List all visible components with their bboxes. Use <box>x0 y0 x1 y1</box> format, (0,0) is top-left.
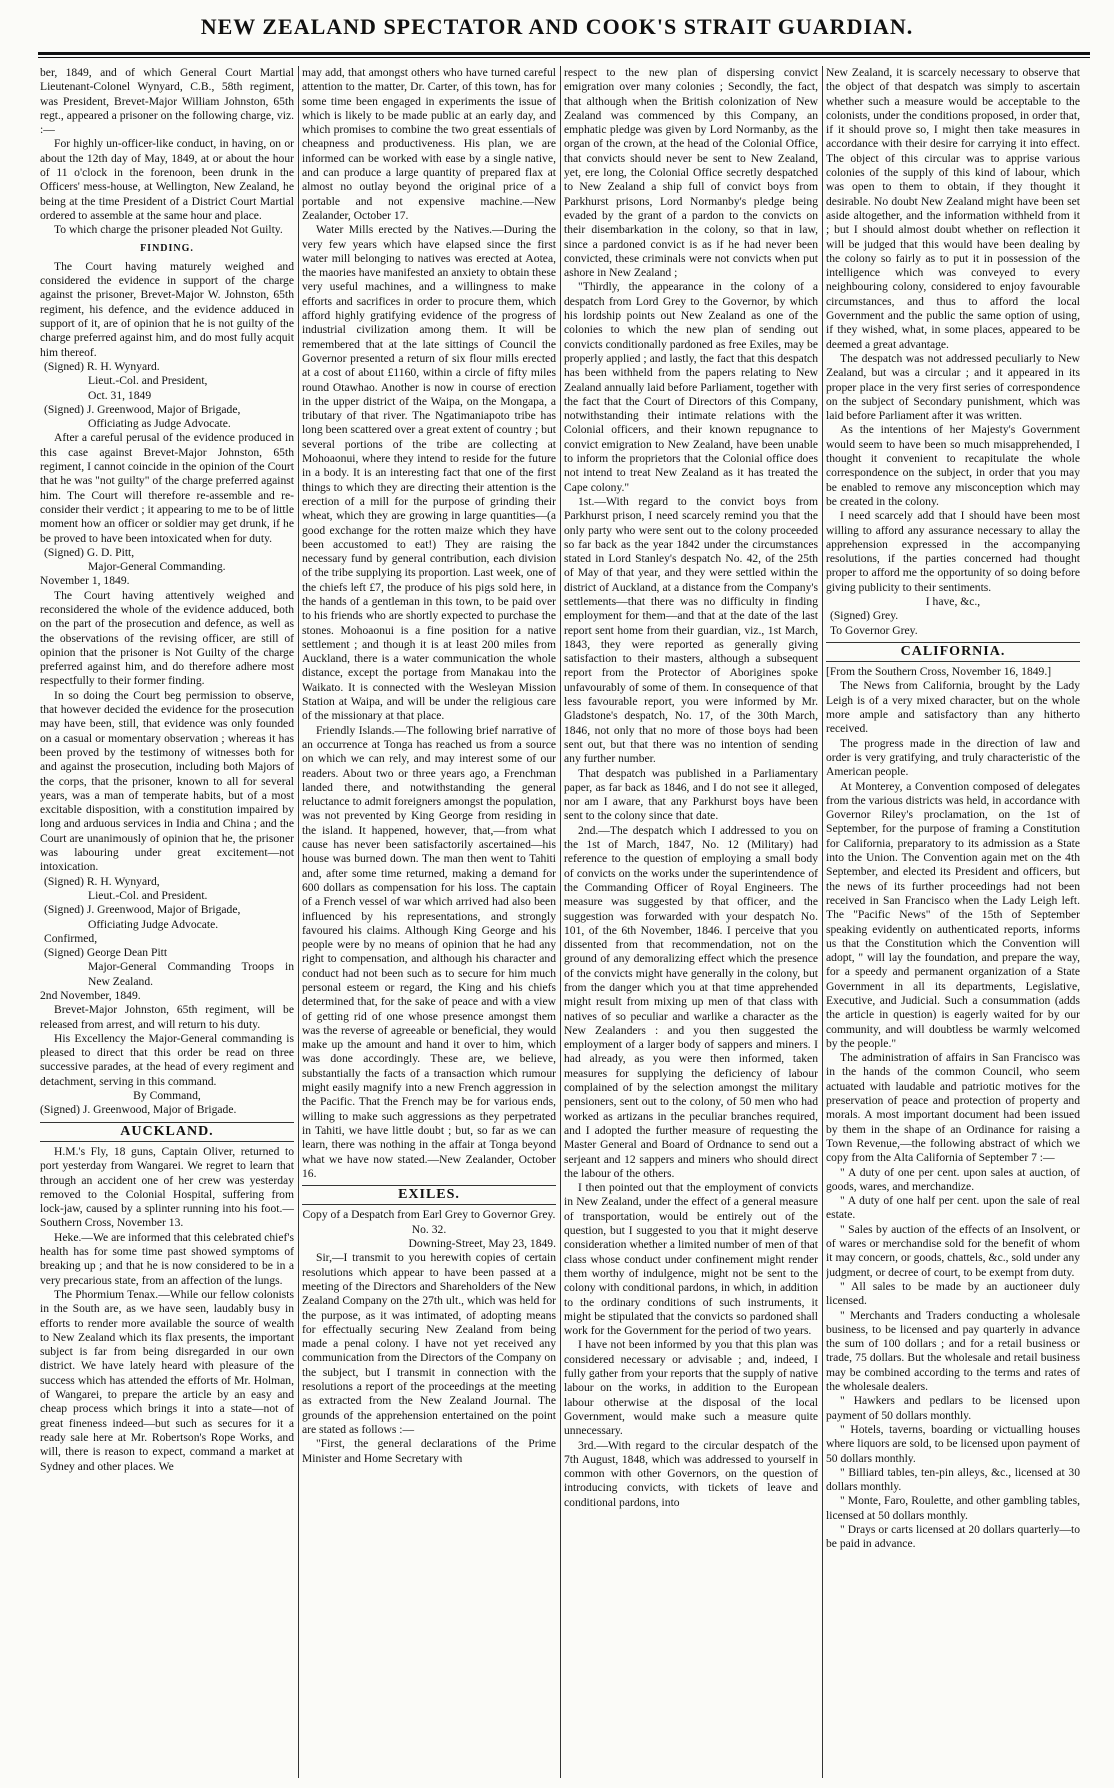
list-item: " A duty of one per cent. upon sales at auction, of goods, wares, and merchandize. <box>826 1165 1080 1193</box>
paragraph: respect to the new plan of dispersing convict emigration over many colonies ; Secondly, the fact, that although when the British colonization of New Zealand was commenced by this Company, an emphatic pledge was given by Lord Normanby, as the organ of the crown, at the head of the Colonial Office, that convicts should never be sent to New Zealand, yet, ere long, the Colonial Office secretly despatched to New Zealand a ship full of convict boys from Parkhurst prisons, Lord Normanby's pledge being evaded by the grant of a pardon to the convicts on their disembarkation in the colony, so that in law, since a pardoned convict is as if he had never been convicted, these criminals were not convicts when put ashore in New Zealand ; <box>564 66 818 280</box>
signature-line: Major-General Commanding Troops in New Zealand. <box>88 960 294 988</box>
despatch-dateline: Downing-Street, May 23, 1849. <box>408 1237 556 1251</box>
paragraph: At Monterey, a Convention composed of delegates from the various districts was held, in accordance with Governor Riley's proclamation, on the 1st of September, for the purpose of framing a Constitution for California, preparatory to its admission as a State into the Union. The Convention again met on the 4th September, and elected its President and officers, but the news of its further proceedings had not been received in San Francisco when the Lady Leigh left. The "Pacific News" of the 15th of September speaking evidently on authenticated reports, informs us that the Constitution which the Convention will adopt, " will lay the foundation, and prepare the way, for a speedy and permanent organization of a State Government in all its departments, Legislative, Executive, and Judicial. Such a consummation (adds the article in question) is eagerly waited for by our community, and will doubtless be warmly welcomed by the people." <box>826 779 1080 1050</box>
paragraph: I have not been informed by you that this plan was considered necessary or advisable ; and, indeed, I fully gather from your reports that the supply of native labour on the works, in addition to the European labour otherwise at the disposal of the local Government, would make such a measure quite unnecessary. <box>564 1338 818 1438</box>
paragraph: 3rd.—With regard to the circular despatch of the 7th August, 1848, which was addressed to yourself in common with other Governors, on the question of introducing convicts, with tickets of leave and conditional pardons, into <box>564 1438 818 1509</box>
signature-line: Major-General Commanding. <box>88 560 226 574</box>
paragraph: His Excellency the Major-General commanding is pleased to direct that this order be read on three successive parades, at the head of every regiment and detachment, serving in this command. <box>40 1031 294 1088</box>
despatch-number: No. 32. <box>411 1222 447 1236</box>
column-1 <box>40 66 294 1778</box>
paragraph: Friendly Islands.—The following brief narrative of an occurrence at Tonga has reached us from a source on which we can rely, and may interest some of our readers. About two or three years ago, a Frenchman landed there, and notwithstanding the general reluctance to admit foreigners amongst the population, was not prevented by King George from residing in the island. It happened, however, that,—from what cause has never been satisfactorily ascertained—his house was burned down. The man then went to Tahiti and, after some time returned, making a demand for 600 dollars as compensation for his loss. The captain of a French vessel of war which arrived had also been influenced by his representations, and strongly favoured his claims. Although King George and his people were by no means of opinion that he had any right to compensation, and although his character and conduct had not been such as to secure for him much personal esteem or regard, the King and his chiefs determined that, for the sake of peace and with a view of getting rid of one whose presence amongst them was the reverse of agreeable or beneficial, they would make up the amount and hand it over to him, which was done accordingly. These are, we believe, substantially the facts of a transaction which rumour might easily magnify into a new French aggression in the Pacific. That the French may be for various ends, willing to make such aggressions as they perpetrated in Tahiti, we have little doubt ; but, so far as we can learn, there was nothing in the affair at Tonga beyond what we have now stated.—New Zealander, October 16. <box>302 723 556 1180</box>
signature-line: Officiating Judge Advocate. <box>88 917 219 931</box>
signature-line: By Command, <box>133 1089 201 1103</box>
paragraph: The Phormium Tenax.—While our fellow colonists in the South are, as we have seen, laudably busy in efforts to render more available the source of wealth to New Zealand which its flax presents, the important subject is far from being disregarded in our own district. We have lately heard with pleasure of the success which has attended the efforts of Mr. Holman, of Wangarei, to prepare the article by an easy and cheap process which brings it into a state—not of great fineness indeed—but such as secures for it a ready sale here at Mr. Robertson's Rope Works, and will, there is reason to expect, command a market at Sydney and other places. We <box>40 1287 294 1473</box>
column-4 <box>826 66 1080 1778</box>
list-item: " Drays or carts licensed at 20 dollars quarterly—to be paid in advance. <box>826 1522 1080 1551</box>
list-item: " Hawkers and pedlars to be licensed upon payment of 50 dollars monthly. <box>826 1394 1080 1422</box>
paragraph: The administration of affairs in San Francisco was in the hands of the common Council, who seem actuated with laudable and patriotic motives for the preservation of peace and protection of property and morals. A most important document had been issued by them in the shape of an Ordinance for raising a Town Revenue,—the following abstract of which we copy from the Alta California of September 7 :— <box>826 1051 1080 1165</box>
column-3 <box>564 66 818 1778</box>
source-line: [From the Southern Cross, November 16, 1849.] <box>826 665 1052 679</box>
paragraph: That despatch was published in a Parliamentary paper, as far back as 1846, and I do not see it alleged, nor am I aware, that any Parkhurst boys have been sent to the colony since that date. <box>564 766 818 823</box>
paragraph: "First, the general declarations of the Prime Minister and Home Secretary with <box>302 1437 556 1465</box>
list-item: " A duty of one half per cent. upon the sale of real estate. <box>826 1194 1080 1222</box>
paragraph: For highly un-officer-like conduct, in having, on or about the 12th day of May, 1849, at or about the hour of 11 o'clock in the forenoon, been drunk in the Officers' mess-house, at Wellington, New Zealand, he being at the time President of a District Court Martial ordered to assemble at the same hour and place. <box>40 137 294 222</box>
signature-line: Lieut.-Col. and President, <box>88 374 208 388</box>
signature-line: (Signed) J. Greenwood, Major of Brigade, <box>44 402 241 416</box>
paragraph: The News from California, brought by the Lady Leigh is of a very mixed character, but on the whole more ample and satisfactory than any hitherto received. <box>826 679 1080 736</box>
signature-line: Officiating as Judge Advocate. <box>88 417 231 431</box>
signature-line: (Signed) R. H. Wynyard. <box>44 359 160 373</box>
list-item: " Merchants and Traders conducting a wholesale business, to be licensed and pay quarterly in advance the sum of 100 dollars ; and for a retail business or trade, 75 dollars. But the wholesale and retail business may be combined according to the terms and rates of the wholesale dealers. <box>826 1308 1080 1394</box>
signature-line: (Signed) R. H. Wynyard, <box>44 874 160 888</box>
signature-line: (Signed) G. D. Pitt, <box>44 545 135 559</box>
paragraph: "Thirdly, the appearance in the colony of a despatch from Lord Grey to the Governor, by which his lordship points out New Zealand as one of the colonies to which the new plan of sending out convicts conditionally pardoned as free Exiles, may be properly applied ; and lastly, the fact that this despatch has been withheld from the papers relating to New Zealand annually laid before Parliament, together with the fact that the Court of Directors of this Company, notwithstanding their intimate relations with the Colonial officers, and their known repugnance to convict emigration to New Zealand, have been unable to inform the proprietors that the Colonial office does not intend to treat New Zealand as it has treated the Cape colony." <box>564 280 818 494</box>
masthead-rule <box>38 52 1090 55</box>
list-item: " All sales to be made by an auctioneer duly licensed. <box>826 1279 1080 1308</box>
paragraph: may add, that amongst others who have turned careful attention to the matter, Dr. Carter, of this town, has for some time been engaged in experiments the issue of which is likely to be made public at an early day, and which promises to combine the two great essentials of cheapness and productiveness. His plan, we are informed can be worked with ease by a single native, and can produce a large quantity of prepared flax at almost no outlay beyond the original price of a portable and not expensive machine.—New Zealander, October 17. <box>302 66 556 222</box>
paragraph: The progress made in the direction of law and order is very gratifying, and truly characteristic of the American people. <box>826 736 1080 779</box>
paragraph: H.M.'s Fly, 18 guns, Captain Oliver, returned to port yesterday from Wangarei. We regret to learn that through an accident one of her crew was yesterday removed to the Colonial Hospital, suffering from lock-jaw, caused by a splinter running into his foot.—Southern Cross, November 13. <box>40 1144 294 1230</box>
despatch-title: Copy of a Despatch from Earl Grey to Governor Grey. <box>302 1208 556 1222</box>
section-heading-california: CALIFORNIA. <box>826 642 1080 662</box>
paragraph: ber, 1849, and of which General Court Martial Lieutenant-Colonel Wynyard, C.B., 58th regiment, was President, Brevet-Major William Johnston, 65th regt., appeared a prisoner on the following charge, viz. :— <box>40 66 294 137</box>
paragraph: After a careful perusal of the evidence produced in this case against Brevet-Major Johnston, 65th regiment, I cannot coincide in the opinion of the Court that he was "not guilty" of the charge preferred against him. The Court will therefore re-assemble and re-consider their verdict ; it appearing to me to be of little moment how an officer or soldier may get drunk, if he be proved to have been intoxicated when for duty. <box>40 431 294 545</box>
signature-line: (Signed) George Dean Pitt <box>44 946 168 960</box>
signature-line: Confirmed, <box>44 931 98 945</box>
column-divider <box>298 66 299 1778</box>
paragraph: The despatch was not addressed peculiarly to New Zealand, but was a circular ; and it appeared in its proper place in the very first series of correspondence on the subject of Secondary punishment, which was laid before Parliament after it was written. <box>826 351 1080 423</box>
masthead: NEW ZEALAND SPECTATOR AND COOK'S STRAIT GUARDIAN. <box>200 14 914 39</box>
signature-line: To Governor Grey. <box>830 623 918 637</box>
list-item: " Monte, Faro, Roulette, and other gambling tables, licensed at 50 dollars monthly. <box>826 1494 1080 1522</box>
paragraph: Brevet-Major Johnston, 65th regiment, will be released from arrest, and will return to his duty. <box>40 1003 294 1031</box>
paragraph: New Zealand, it is scarcely necessary to observe that the object of that despatch was simply to ascertain whether such a measure would be acceptable to the colonists, under the conditions proposed, in order that, if it should prove so, I might then take measures in accordance with their desire for carrying it into effect. The object of this circular was to apprise various colonies of the supply of this kind of labour, which was open to them to obtain, if they thought it desirable. No doubt New Zealand might have been set aside altogether, and the information withheld from it ; but I should almost doubt whether on reflection it will be judged that this would have been dealing by the colony so fairly as to put it in possession of the intelligence which was conveyed to every neighbouring colony, considered to enjoy favourable circumstances, and thus to afford the local Government and the public the same option of using, if they wished, what, in some places, appeared to be deemed a great advantage. <box>826 66 1080 351</box>
section-heading-exiles: EXILES. <box>302 1185 556 1205</box>
paragraph: Heke.—We are informed that this celebrated chief's health has for some time past showed symptoms of breaking up ; and that he is now considered to be in a very precarious state, from an affection of the lungs. <box>40 1230 294 1287</box>
paragraph: I then pointed out that the employment of convicts in New Zealand, under the effect of a general measure of transportation, would be entirely out of the question, but I suggested to you that it might deserve consideration whether a limited number of men of that class whose conduct under confinement might render them worthy of indulgence, might not be sent to the colony with conditional pardons, in which, in addition to the ordinary conditions of such instruments, it might be stipulated that the convicts so pardoned shall work for the Government for the period of two years. <box>564 1181 818 1338</box>
paragraph: I need scarcely add that I should have been most willing to afford any assurance necessary to allay the apprehension expressed in the accompanying resolutions, if the parties concerned had thought proper to afford me the opportunity of so doing before giving publicity to their sentiments. <box>826 509 1080 594</box>
date-line: November 1, 1849. <box>40 574 130 588</box>
date-line: Oct. 31, 1849 <box>88 388 152 402</box>
date-line: 2nd November, 1849. <box>40 989 141 1002</box>
paragraph: To which charge the prisoner pleaded Not Guilty. <box>54 223 283 237</box>
paragraph: As the intentions of her Majesty's Government would seem to have been so much misapprehended, I thought it convenient to recapitulate the whole correspondence on the subject, in order that you may be enabled to remove any misconception which may be created in the colony. <box>826 423 1080 508</box>
paragraph: 1st.—With regard to the convict boys from Parkhurst prison, I need scarcely remind you that the only party who were sent out to the colony proceeded so far back as the year 1842 under the circumstances stated in Lord Stanley's despatch No. 42, of the 25th of May of that year, and they were settled within the district of Auckland, at a distance from the Company's settlements—that there was no difficulty in finding employment for them—and that at the date of the last report sent home from their guardian, viz., 1st March, 1843, they were reported as generally giving satisfaction to their masters, although a subsequent report from the Protector of Aborigines spoke unfavourably of some of them. In consequence of that less favourable report, you were informed by Mr. Gladstone's despatch, No. 17, of the 30th March, 1846, not only that no more of those boys had been sent out, but that there was no intention of sending any further number. <box>564 494 818 766</box>
signature-line: Lieut.-Col. and President. <box>88 888 208 902</box>
column-divider <box>822 66 823 1778</box>
signature-line: (Signed) J. Greenwood, Major of Brigade. <box>40 1103 237 1117</box>
column-divider <box>560 66 561 1778</box>
list-item: " Billiard tables, ten-pin alleys, &c., licensed at 30 dollars monthly. <box>826 1465 1080 1494</box>
signature-line: I have, &c., <box>925 594 981 608</box>
paragraph: Sir,—I transmit to you herewith copies of certain resolutions which appear to have been passed at a meeting of the Directors and Shareholders of the New Zealand Company on the 27th ult., which was held for the purpose, as it was intimated, of adopting means for effectually securing New Zealand from being made a penal colony. I have not yet received any communication from the Directors of the Company on the subject, but I transmit in connection with the resolutions a report of the proceedings at the meeting as extracted from the New Zealand Journal. The grounds of the apprehension entertained on the point are stated as follows :— <box>302 1251 556 1436</box>
paragraph: The Court having maturely weighed and considered the evidence in support of the charge against the prisoner, Brevet-Major W. Johnston, 65th regiment, his defence, and the evidence adduced in support of it, are of opinion that he is not guilty of the charge preferred against him, and do most fully acquit him thereof. <box>40 259 294 359</box>
signature-line: (Signed) J. Greenwood, Major of Brigade, <box>44 903 241 917</box>
paragraph: In so doing the Court beg permission to observe, that however decided the evidence for the prosecution may have been, still, that evidence was only founded on a casual or momentary observation ; whereas it has been proved by the testimony of witnesses both for and against the prosecution, including both Majors of the corps, that the prisoner, known to all for several years, was a man of temperate habits, but of a most excitable disposition, with a constitution impaired by long and arduous services in India and China ; and the Court are unanimously of opinion that he, the prisoner was labouring under great excitement—not intoxication. <box>40 688 294 874</box>
paragraph: Water Mills erected by the Natives.—During the very few years which have elapsed since the first water mill belonging to natives was erected at Aotea, the maories have manifested an anxiety to obtain these very useful machines, and a willingness to make efforts and sacrifices in order to procure them, which afford highly gratifying evidence of the progress of industrial civilization among them. It will be remembered that at the late sittings of Council the Governor presented a return of six flour mills erected at a cost of about £1160, within a circle of fifty miles round Otawhao. Another is now in course of erection in the upper district of the Waipa, on the Mongapa, a tributary of that river. The Ngatimaniapoto tribe has long been scattered over a great extent of country ; but several portions of the tribe are collecting at Mohoaonui, where they intend to reside for the future in a body. It is an interesting fact that one of the first things to which they are directing their attention is the erection of a mill for the purpose of grinding their wheat, which they are growing in large quantities—(a good exchange for the rotten maize which they have been accustomed to eat!) They are raising the necessary fund by general contribution, each division of the tribe supplying its proportion. Last week, one of the chiefs left £7, the produce of his pigs sold here, in the hands of a gentleman in this town, to be paid over to his friends who are shortly expected to purchase the stones. Mohoaonui is a fine position for a native settlement ; and though it is at least 200 miles from Auckland, there is a water communication the whole distance, except the portage from Manakau into the Waikato. It is connected with the Wesleyan Mission Station at Waipa, and will be under the religious care of the missionary at that place. <box>302 223 556 723</box>
list-item: " Sales by auction of the effects of an Insolvent, or of wares or merchandise sold for the benefit of whom it may concern, or goods, chattels, &c., sold under any judgment, or decree of court, to be exempt from duty. <box>826 1222 1080 1279</box>
paragraph: The Court having attentively weighed and reconsidered the whole of the evidence adduced, both on the part of the prosecution and defence, as well as the observations of the revising officer, are still of opinion that the prisoner is Not Guilty of the charge preferred against him, and do therefore adhere most respectfully to their former finding. <box>40 588 294 688</box>
masthead-rule-thin <box>38 57 1090 58</box>
list-item: " Hotels, taverns, boarding or victualling houses where liquors are sold, to be licensed upon payment of 50 dollars monthly. <box>826 1422 1080 1465</box>
paragraph: 2nd.—The despatch which I addressed to you on the 1st of March, 1847, No. 12 (Military) had reference to the question of employing a small body of convicts on the works under the superintendence of the Commanding Officer of Royal Engineers. The measure was suggested by that officer, and the suggestion was forwarded with your despatch No. 101, of the 6th November, 1846. I perceive that you dissented from that recommendation, not on the ground of any demoralizing effect which the presence of the convicts might have generally in the colony, but from the danger which you at that time apprehended might result from mixing up men of that class with natives of so peculiar and warlike a character as the New Zealanders : and you then suggested the employment of a larger body of sappers and miners. I had already, as you were then informed, taken measures for supplying the deficiency of labour complained of by the selection amongst the military pensioners, sent out to the colony, of 50 men who had worked as artizans in the peculiar branches required, and I adopted the further measure of requesting the Master General and Board of Ordnance to send out a serjeant and 12 sappers and miners who should direct the labour of the others. <box>564 823 818 1180</box>
section-heading-auckland: AUCKLAND. <box>40 1122 294 1142</box>
section-subheading: FINDING. <box>140 242 194 254</box>
column-2 <box>302 66 556 1778</box>
signature-line: (Signed) Grey. <box>830 609 899 623</box>
